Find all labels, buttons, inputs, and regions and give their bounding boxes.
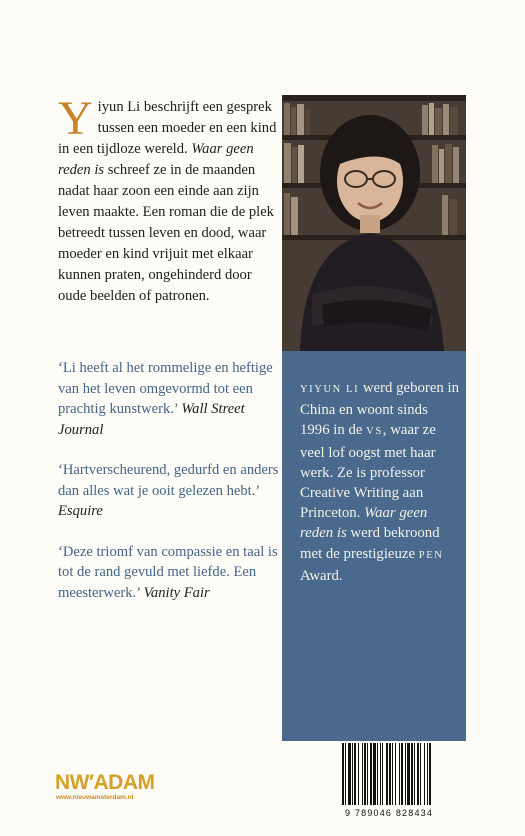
quote-source: Vanity Fair [143, 584, 210, 601]
intro-book-title: Waar geen reden is [58, 141, 254, 178]
bio-book-title: Waar geen reden is [300, 505, 428, 542]
barcode-bar [345, 743, 346, 805]
quote-source: Wall Street Journal [58, 401, 245, 438]
quote-text: ‘Deze triomf van compassie en taal is tot de rand gevuld met liefde. Een meesterwerk.’ [58, 543, 278, 601]
barcode-bar [348, 743, 351, 805]
barcode-bar [399, 743, 400, 805]
barcode-bar [373, 743, 376, 805]
barcode-bar [352, 743, 353, 805]
barcode-bar [370, 743, 372, 805]
barcode-bar [405, 743, 406, 805]
bio-text-3: werd bekroond met de prestigieuze [300, 525, 440, 562]
barcode-digits: 9 789046 828434 [345, 808, 434, 818]
barcode-bar [389, 743, 391, 805]
author-bio [300, 378, 460, 586]
author-name: YIYUN LI [300, 384, 360, 395]
barcode-bar [367, 743, 368, 805]
review-quote [58, 460, 283, 522]
review-quote [58, 542, 283, 604]
bio-country: VS [366, 426, 383, 438]
barcode [338, 741, 466, 815]
barcode-bar [417, 743, 419, 805]
barcode-bar [429, 743, 431, 805]
barcode-bar [358, 743, 359, 805]
review-quote [58, 358, 283, 440]
intro-paragraph [58, 92, 283, 307]
bio-text-4: Award. [300, 567, 343, 584]
quote-source: Esquire [58, 503, 103, 519]
bio-text-1: werd geboren in China en woont sinds 1996 in de [300, 380, 460, 439]
barcode-bar [386, 743, 388, 805]
author-photo [282, 95, 466, 351]
barcode-bar [424, 743, 425, 805]
barcode-bar [354, 743, 356, 805]
barcode-bar [427, 743, 428, 805]
drop-cap: Y [58, 92, 93, 145]
author-bio-panel [282, 351, 466, 741]
bio-text-2: , waar ze veel lof oogst met haar werk. Ze is professor Creative Writing aan Princeton. [300, 422, 436, 522]
bio-award-name: PEN [418, 549, 444, 561]
publisher-url: www.nieuwamsterdam.nl [56, 794, 134, 801]
barcode-bar [364, 743, 366, 805]
barcode-bar [382, 743, 383, 805]
author-photo-illustration [282, 95, 466, 351]
barcode-bar [362, 743, 363, 805]
quote-text: ‘Li heeft al het rommelige en heftige van het leven omgevormd tot een prachtig kunstwerk.’ [58, 360, 273, 417]
barcode-bar [411, 743, 413, 805]
intro-text-2: schreef ze in de maanden nadat haar zoon een einde aan zijn leven maakte. Een roman die de plek betreedt tussen leven en dood, waar moeder en kind vrijuit met elkaar kunnen praten, ongehinderd door oude beelden of patronen. [58, 162, 274, 304]
barcode-bar [392, 743, 393, 805]
barcode-bar [380, 743, 381, 805]
publisher-logo: NW′ADAM [55, 771, 155, 794]
barcode-bar [401, 743, 403, 805]
barcode-bars [338, 741, 466, 807]
barcode-bar [420, 743, 421, 805]
intro-text-1: iyun Li beschrijft een gesprek tussen een moeder en een kind in een tijdloze wereld. [58, 99, 277, 157]
barcode-bar [395, 743, 396, 805]
barcode-bar [414, 743, 415, 805]
review-quotes [58, 358, 283, 623]
barcode-bar [407, 743, 410, 805]
barcode-bar [377, 743, 378, 805]
quote-text: ‘Hartverscheurend, gedurfd en anders dan alles wat je ooit gelezen hebt.’ [58, 462, 279, 499]
barcode-bar [342, 743, 344, 805]
